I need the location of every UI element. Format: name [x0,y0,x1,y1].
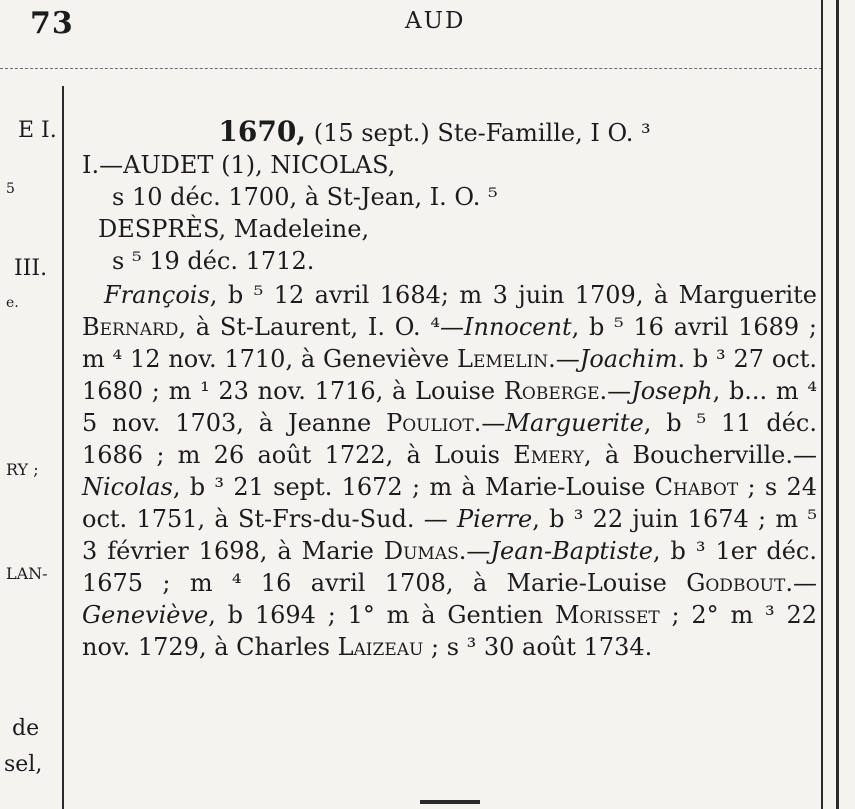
spouse-surname: Bernard [82,313,179,341]
page-number: 73 [30,6,74,41]
marriage-place: (15 sept.) Ste-Famille, I O. ³ [313,119,651,147]
record-text: ; s ³ 30 août 1734. [423,633,653,661]
husband-burial: s 10 déc. 1700, à St-Jean, I. O. ⁵ [112,183,498,211]
entry-heading [82,116,817,149]
left-column-fragment: 5 [6,181,15,197]
child-name: François [104,281,210,309]
child-name: Innocent [464,313,572,341]
child-name: Joseph [631,377,713,405]
record-text: , à St-Laurent, I. O. ⁴— [178,313,464,341]
spouse-surname: Morisset [554,601,660,629]
left-column-fragment: RY ; [6,460,39,479]
record-text: .— [785,569,817,597]
left-column-fragment: E I. [18,118,57,143]
record-text: .— [458,537,491,565]
record-text: , b ³ 22 juin 1674 ; m ⁵ 3 février 1698, à Marie [82,505,817,565]
record-text: . b ³ 27 oct. 1680 ; m ¹ 23 nov. 1716, à Louise [82,345,817,405]
left-column-fragment: de [12,716,40,741]
left-column-fragment: e. [6,295,19,311]
column-divider [62,86,64,809]
husband-name: I.—AUDET (1), NICOLAS, [82,151,396,179]
record-text: , b 1694 ; 1° m à Gentien [208,601,555,629]
child-name: Geneviève [82,601,209,629]
wife-burial: s ⁵ 19 déc. 1712. [112,247,315,275]
spouse-surname: Godbout [686,569,786,597]
child-name: Marguerite [505,409,644,437]
left-column-fragment: sel, [4,752,43,777]
right-border-inner [821,0,823,809]
children-list [82,279,817,663]
child-name: Nicolas [82,473,173,501]
record-text: , à Boucherville.— [584,441,818,469]
bottom-mark [420,800,480,804]
header-rule [0,68,822,69]
running-head: AUD [405,8,466,34]
spouse-surname: Roberge [503,377,600,405]
record-text: .— [473,409,506,437]
child-name: Joachim [579,345,678,373]
record-text: .— [599,377,632,405]
wife-name: DESPRÈS, Madeleine, [98,215,370,243]
spouse-surname: Chabot [654,473,739,501]
left-column-fragment: LAN- [6,564,48,583]
marriage-year: 1670, [218,115,307,148]
record-text: .— [548,345,580,373]
spouse-surname: Lemelin [457,345,549,373]
record-text: , b ⁵ 16 avril 1689 ; m ⁴ 12 nov. 1710, à Geneviève [82,313,818,373]
record-text: , b ³ 21 sept. 1672 ; m à Marie-Louise [172,473,655,501]
spouse-surname: Laizeau [337,633,424,661]
genealogy-entry [82,116,817,663]
record-text: ; 2° m ³ 22 nov. 1729, à Charles [82,601,817,661]
left-column-fragment: III. [14,256,48,281]
child-name: Jean-Baptiste [490,537,653,565]
child-name: Pierre [457,505,533,533]
record-text: , b... m ⁴ 5 nov. 1703, à Jeanne [82,377,817,437]
record-text: , b ³ 1er déc. 1675 ; m ⁴ 16 avril 1708, à Marie-Louise [82,537,817,597]
record-text: , b ⁵ 11 déc. 1686 ; m 26 août 1722, à Louis [82,409,817,469]
spouse-surname: Emery [513,441,585,469]
record-text: , b ⁵ 12 avril 1684; m 3 juin 1709, à Marguerite [209,281,817,309]
right-border-outer [836,0,839,809]
record-text: ; s 24 oct. 1751, à St-Frs-du-Sud. — [82,473,817,533]
spouse-surname: Pouliot [386,409,474,437]
spouse-surname: Dumas [383,537,459,565]
